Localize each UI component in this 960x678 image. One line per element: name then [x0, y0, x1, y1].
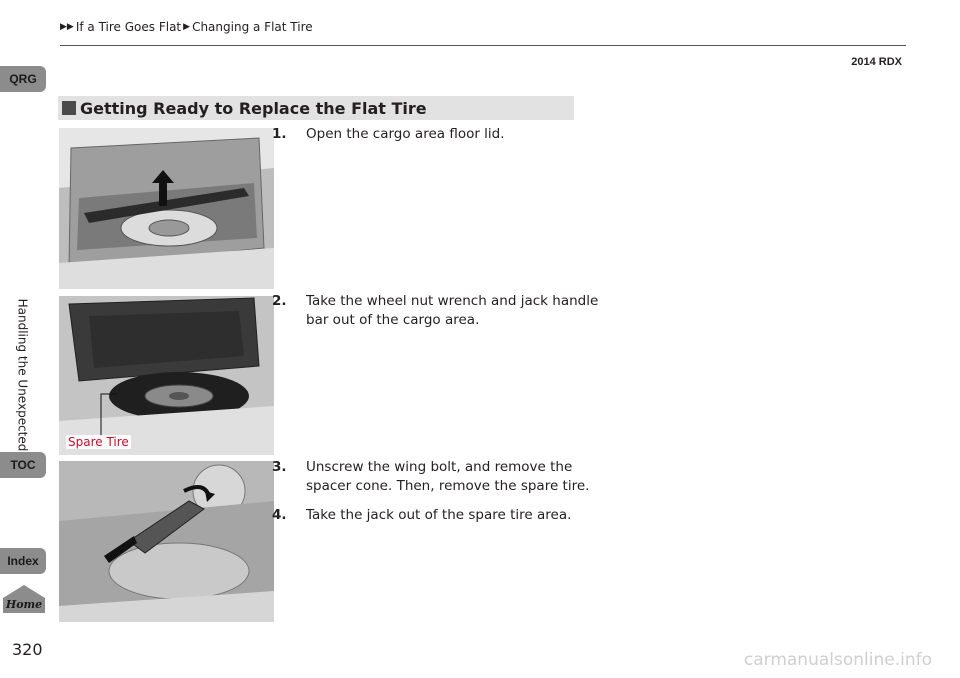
- page-number: 320: [12, 640, 43, 659]
- index-button[interactable]: Index: [0, 548, 46, 574]
- figure-jack-wing-bolt: [59, 461, 274, 622]
- breadcrumb-link-flat-tire[interactable]: If a Tire Goes Flat: [75, 20, 182, 34]
- breadcrumb-current: Changing a Flat Tire: [192, 20, 313, 34]
- step-1: 1. Open the cargo area floor lid.: [272, 126, 505, 142]
- model-label: 2014 RDX: [851, 56, 902, 68]
- section-title: Getting Ready to Replace the Flat Tire: [80, 98, 427, 118]
- breadcrumb-arrow-icon: ▶▶: [60, 22, 74, 32]
- spare-tire-callout: Spare Tire: [68, 435, 129, 449]
- figure-spare-tire: [59, 296, 274, 455]
- toc-button[interactable]: TOC: [0, 452, 46, 478]
- step-3: 3. Unscrew the wing bolt, and remove the spacer cone. Then, remove the spare tire.: [272, 459, 590, 494]
- watermark: carmanualsonline.info: [743, 650, 932, 670]
- home-button[interactable]: [2, 584, 46, 614]
- step-2: 2. Take the wheel nut wrench and jack handle bar out of the cargo area.: [272, 293, 599, 328]
- section-header: [58, 96, 574, 120]
- breadcrumb: [60, 20, 315, 34]
- chapter-label: Handling the Unexpected: [15, 298, 29, 452]
- breadcrumb-arrow-icon: ▶: [183, 22, 191, 32]
- home-icon: [2, 584, 46, 614]
- step-4: 4. Take the jack out of the spare tire area.: [272, 507, 572, 523]
- svg-text:Home: Home: [5, 598, 43, 611]
- qrg-button[interactable]: QRG: [0, 66, 46, 92]
- figure-cargo-floor-lid: [59, 128, 274, 289]
- square-bullet-icon: [62, 101, 76, 115]
- header-divider: [60, 45, 906, 46]
